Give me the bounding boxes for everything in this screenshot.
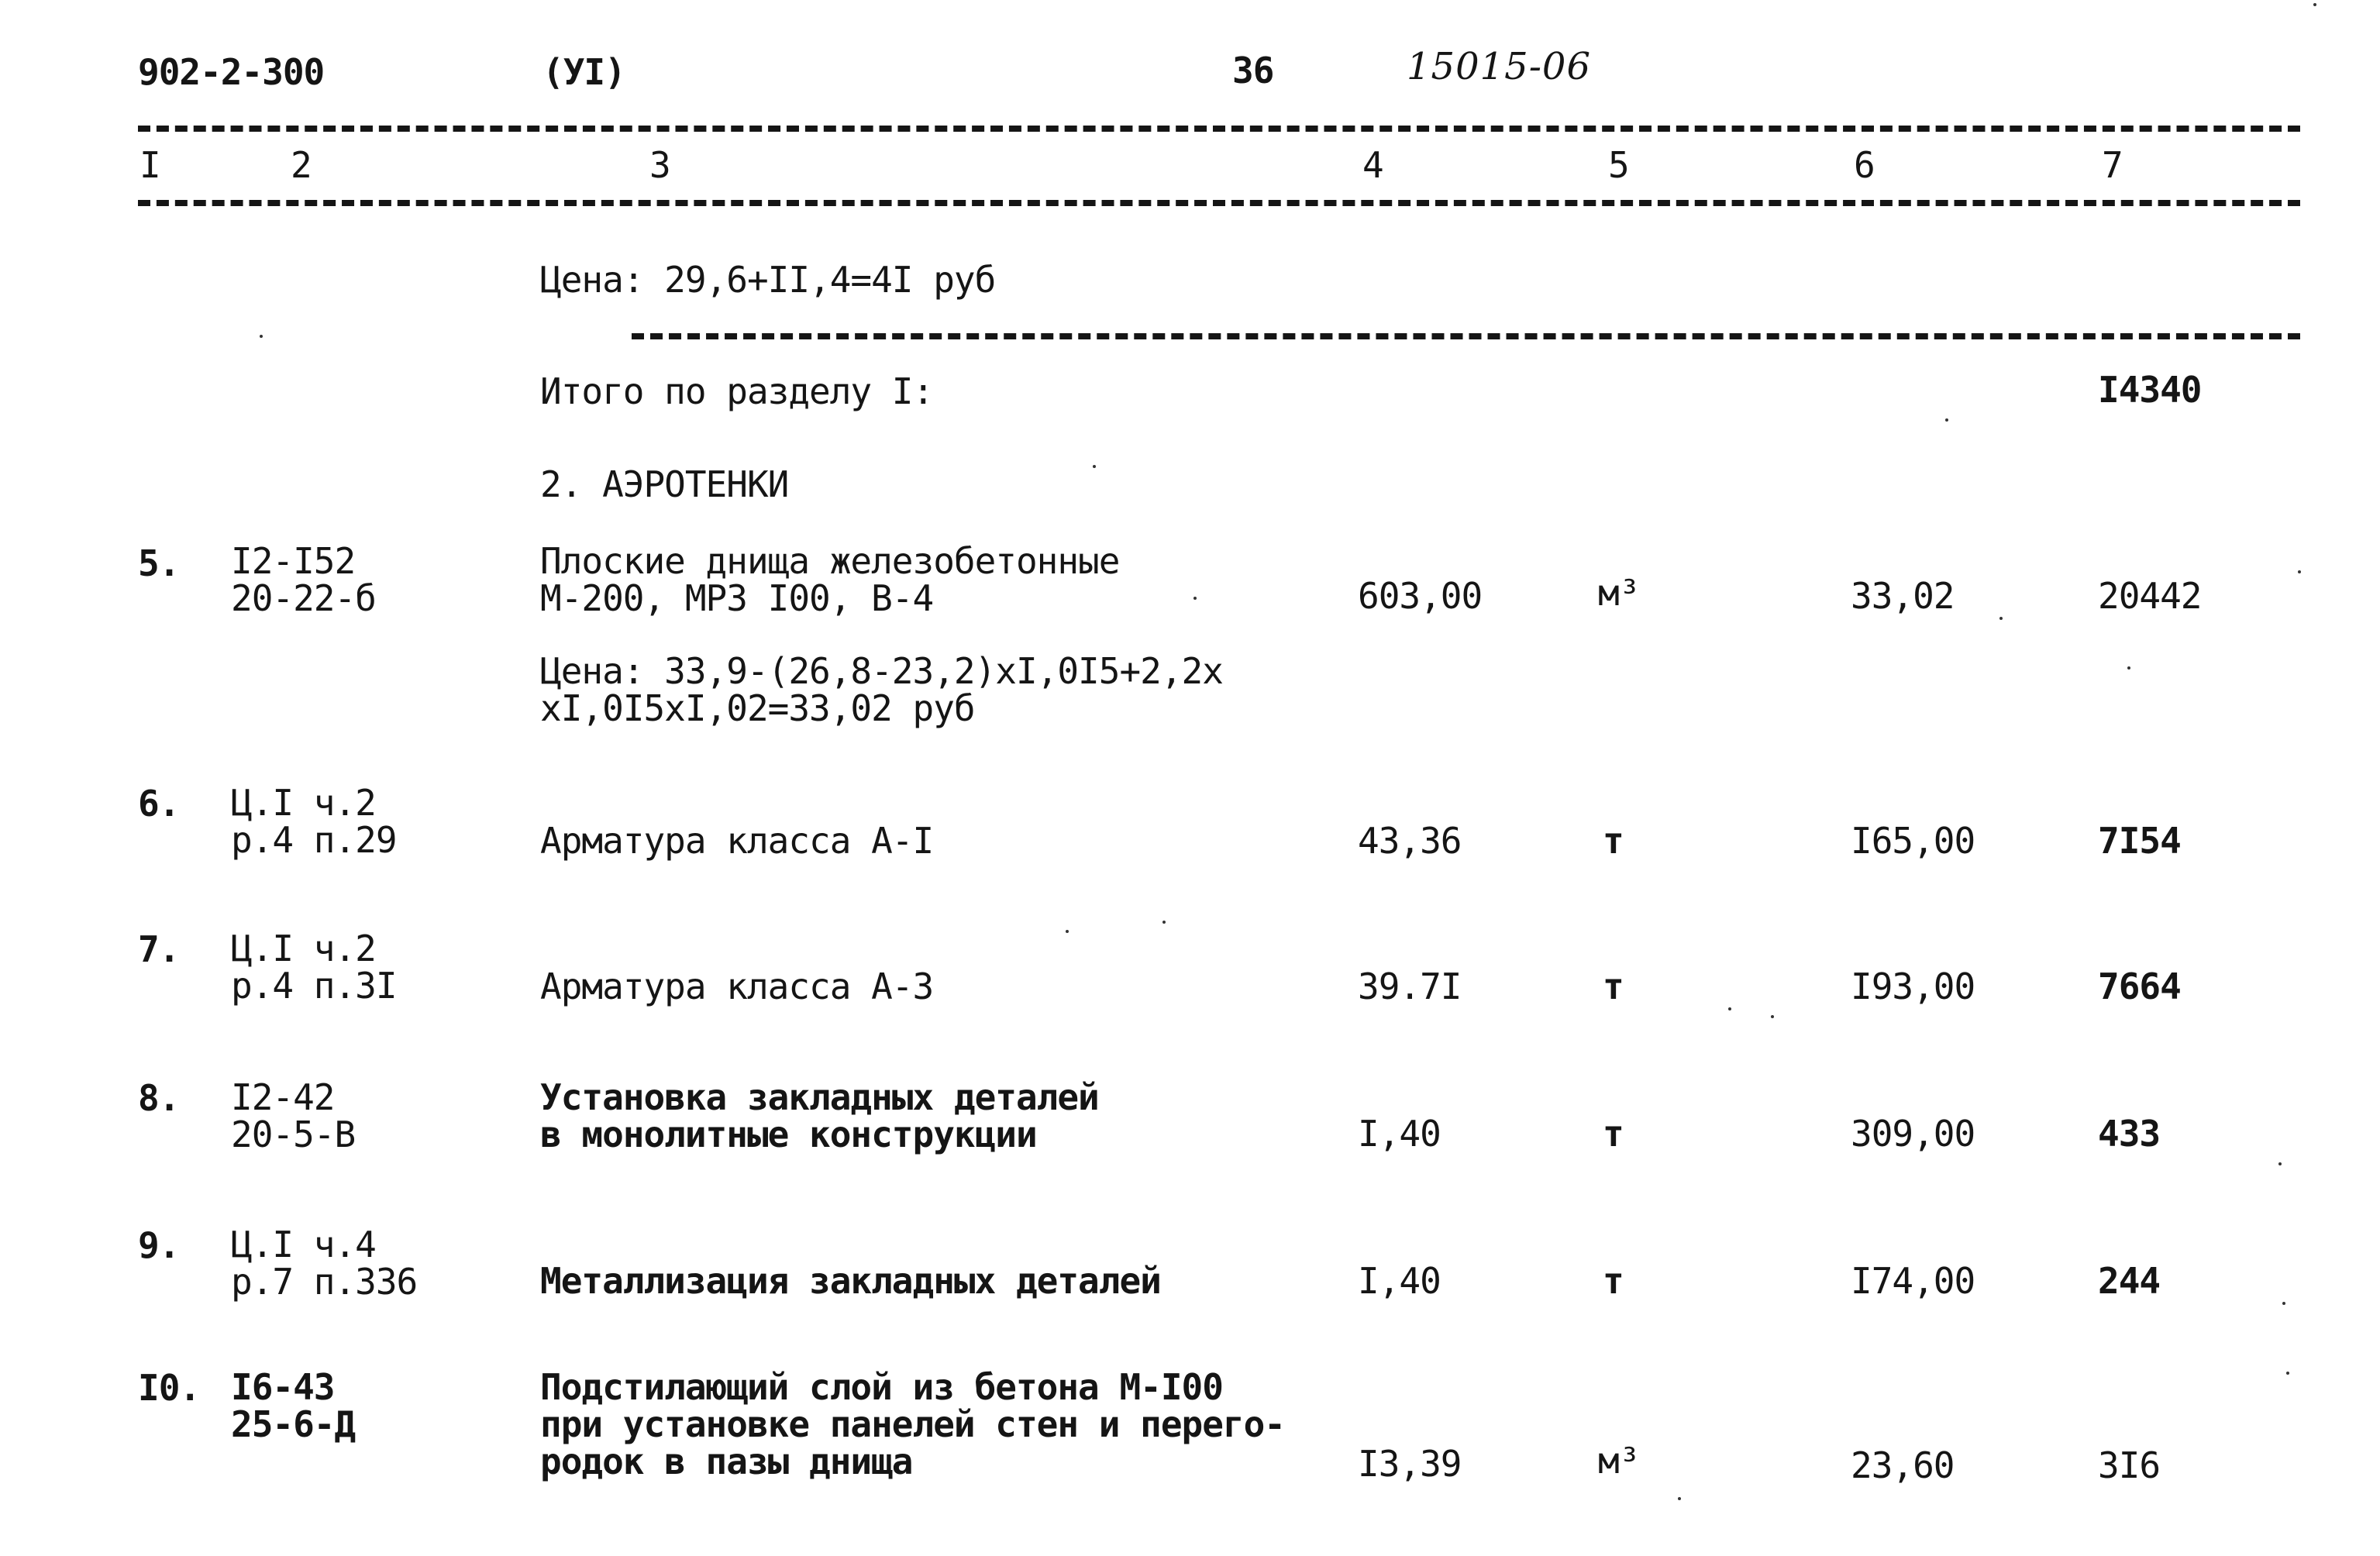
row-quantity: I,40 <box>1358 1260 1441 1302</box>
scan-speck <box>260 335 263 338</box>
row-reference-line: Ц.I ч.4 <box>231 1224 376 1265</box>
row-number: 8. <box>138 1077 180 1119</box>
page-number: 36 <box>1232 50 1274 91</box>
row-total: 20442 <box>2098 575 2202 617</box>
row-unit: т <box>1603 966 1624 1007</box>
row-reference-line: р.4 п.29 <box>231 819 397 861</box>
row-reference <box>231 1368 355 1443</box>
row-description-line: М-200, МРЗ I00, В-4 <box>540 577 934 619</box>
scan-speck <box>2278 1162 2282 1165</box>
section-1-total-value: I4340 <box>2098 369 2202 411</box>
row-unit: т <box>1603 1113 1624 1155</box>
row-unit-price: I65,00 <box>1851 820 1975 862</box>
row-quantity: 43,36 <box>1358 820 1462 862</box>
row-reference <box>231 542 376 617</box>
scan-speck <box>1771 1015 1774 1018</box>
document-code: 902-2-300 <box>138 51 325 93</box>
row-price-note <box>540 652 1223 727</box>
row-quantity: I,40 <box>1358 1113 1441 1155</box>
row-reference <box>231 784 397 859</box>
scan-speck <box>1728 1007 1731 1010</box>
column-2-header: 2 <box>291 144 312 186</box>
inventory-number-handwritten: 15015-06 <box>1407 45 1591 88</box>
column-7-header: 7 <box>2102 144 2123 186</box>
row-total: 7I54 <box>2098 820 2181 862</box>
scan-speck <box>1999 617 2003 620</box>
row-unit: т <box>1603 820 1624 862</box>
column-4-header: 4 <box>1362 144 1383 186</box>
row-reference-line: I2-42 <box>231 1076 335 1118</box>
row-description-line: родок в пазы днища <box>540 1441 913 1482</box>
row-number: 7. <box>138 928 180 970</box>
row-reference-line: 20-22-б <box>231 577 376 619</box>
scan-speck <box>2298 570 2301 573</box>
scan-speck <box>1678 1497 1681 1500</box>
scan-speck <box>2282 1302 2285 1305</box>
row-reference-line: I2-I52 <box>231 540 356 582</box>
row-quantity: 39.7I <box>1358 966 1462 1007</box>
row-reference-line: 20-5-В <box>231 1114 356 1155</box>
row-number: I0. <box>138 1367 201 1409</box>
row-price-note-line: Цена: 33,9-(26,8-23,2)xI,0I5+2,2x <box>540 650 1223 692</box>
section-2-title: 2. АЭРОТЕНКИ <box>540 463 789 505</box>
row-unit: м³ <box>1598 1440 1640 1482</box>
column-1-header: I <box>139 144 160 186</box>
row-quantity: 603,00 <box>1358 575 1483 617</box>
row-reference-line: I6-43 <box>231 1366 335 1408</box>
row-reference-line: р.4 п.3I <box>231 965 397 1007</box>
scan-speck <box>1193 597 1197 600</box>
row-unit-price: 33,02 <box>1851 575 1955 617</box>
row-reference-line: Ц.I ч.2 <box>231 782 376 824</box>
row-total: 244 <box>2098 1260 2161 1302</box>
row-description <box>540 1076 1099 1155</box>
row-reference-line: р.7 п.336 <box>231 1261 418 1303</box>
row-description-line: Подстилающий слой из бетона М-I00 <box>540 1366 1223 1408</box>
scan-speck <box>2313 3 2316 6</box>
row-reference <box>231 1224 418 1303</box>
header-top-rule <box>138 126 2300 132</box>
row-reference-line: 25-6-Д <box>231 1403 356 1445</box>
row-description <box>540 1368 1285 1480</box>
row-description-line: в монолитные конструкции <box>540 1114 1037 1155</box>
row-unit-price: 23,60 <box>1851 1444 1955 1486</box>
row-description: Металлизация закладных деталей <box>540 1260 1161 1302</box>
row-total: 3I6 <box>2098 1444 2161 1486</box>
row-total: 7664 <box>2098 966 2181 1007</box>
row-unit: т <box>1603 1260 1624 1302</box>
column-3-header: 3 <box>649 144 670 186</box>
header-bottom-rule <box>138 200 2300 206</box>
row-number: 5. <box>138 542 180 584</box>
row-total: 433 <box>2098 1113 2161 1155</box>
column-5-header: 5 <box>1608 144 1629 186</box>
row-unit-price: I93,00 <box>1851 966 1975 1007</box>
section-1-total-label: Итого по разделу I: <box>540 370 934 412</box>
scan-speck <box>1945 418 1948 422</box>
row-unit-price: 309,00 <box>1851 1113 1975 1155</box>
row-description-line: Плоские днища железобетонные <box>540 540 1120 582</box>
column-6-header: 6 <box>1854 144 1875 186</box>
scan-speck <box>1093 465 1096 468</box>
scan-speck <box>1162 921 1166 924</box>
row-price-note-line: xI,0I5xI,02=33,02 руб <box>540 687 975 729</box>
row-description: Арматура класса А-3 <box>540 966 934 1007</box>
row-reference <box>231 1076 356 1155</box>
row-number: 6. <box>138 783 180 824</box>
scan-speck <box>2127 666 2130 670</box>
row-description-line: Установка закладных деталей <box>540 1076 1099 1118</box>
album-number: (УI) <box>542 51 625 93</box>
row-unit-price: I74,00 <box>1851 1260 1975 1302</box>
row-unit: м³ <box>1598 572 1640 614</box>
scan-speck <box>2286 1372 2289 1375</box>
row-number: 9. <box>138 1224 180 1266</box>
row-description <box>540 542 1119 617</box>
row-reference-line: Ц.I ч.2 <box>231 928 376 969</box>
scan-speck <box>1066 930 1069 933</box>
row-quantity: I3,39 <box>1358 1443 1462 1485</box>
row-reference <box>231 928 397 1007</box>
section-separator <box>632 333 2300 339</box>
row-description: Арматура класса А-I <box>540 820 934 862</box>
previous-price-note: Цена: 29,6+II,4=4I руб <box>540 259 996 301</box>
row-description-line: при установке панелей стен и перего- <box>540 1403 1285 1445</box>
